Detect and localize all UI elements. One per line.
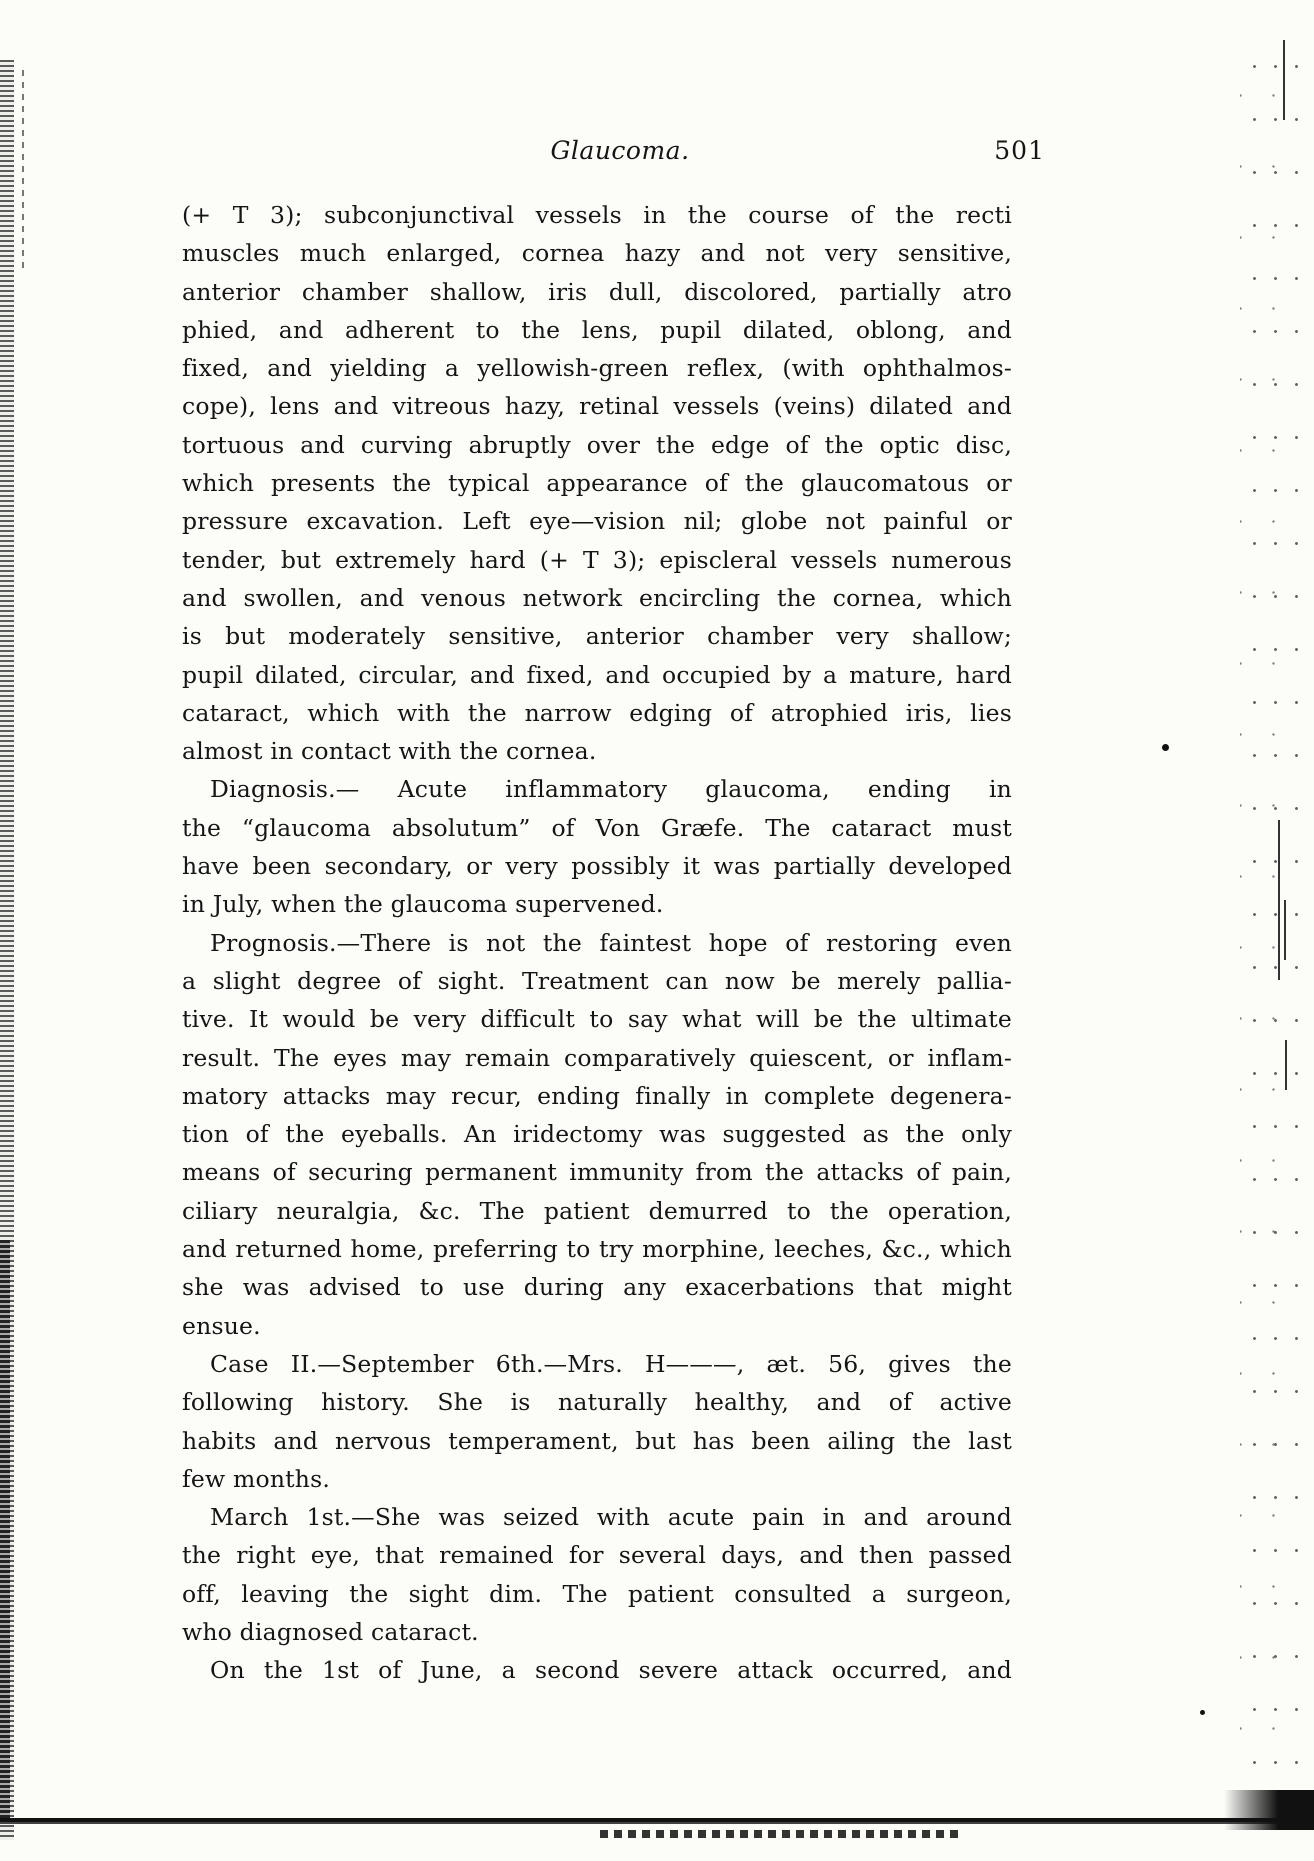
text-line: phied, and adherent to the lens, pupil dilated, oblong, and (182, 315, 1012, 344)
text-line: have been secondary, or very possibly it was partially developed (182, 852, 1012, 881)
running-head: Glaucoma. (550, 136, 690, 165)
text-line: result. The eyes may remain comparatively quiescent, or inflam- (182, 1043, 1012, 1072)
text-line: a slight degree of sight. Treatment can now be merely pallia- (182, 966, 1012, 995)
text-line: is but moderately sensitive, anterior chamber very shallow; (182, 622, 1012, 651)
text-line: she was advised to use during any exacerbations that might (182, 1273, 1012, 1302)
text-line: tortuous and curving abruptly over the edge of the optic disc, (182, 430, 1012, 459)
text-line: pupil dilated, circular, and fixed, and occupied by a mature, hard (182, 660, 1012, 689)
left-margin-mark (22, 70, 24, 270)
text-line: means of securing permanent immunity from the attacks of pain, (182, 1158, 1012, 1187)
text-line: anterior chamber shallow, iris dull, discolored, partially atro (182, 277, 1012, 306)
right-margin-mark (1284, 900, 1286, 960)
left-binding-shadow (0, 1240, 10, 1820)
text-line: habits and nervous temperament, but has been ailing the last (182, 1426, 1012, 1455)
case-paragraph-line: Case II.—September 6th.—Mrs. H———, æt. 56, gives the (210, 1349, 1012, 1378)
bottom-edge-rule (0, 1818, 1314, 1830)
text-line: tion of the eyeballs. An iridectomy was suggested as the only (182, 1120, 1012, 1149)
text-line: the “glaucoma absolutum” of Von Græfe. The cataract must (182, 813, 1012, 842)
text-line: the right eye, that remained for several days, and then passed (182, 1541, 1012, 1570)
stray-ink-dot (1162, 744, 1169, 751)
march-paragraph-line: March 1st.—She was seized with acute pain in and around (210, 1503, 1012, 1532)
text-line: in July, when the glaucoma supervened. (182, 890, 664, 919)
text-line: cataract, which with the narrow edging of atrophied iris, lies (182, 698, 1012, 727)
stray-ink-dot (1200, 1710, 1205, 1715)
text-line: few months. (182, 1464, 331, 1493)
body-text (182, 196, 1012, 1690)
text-line: who diagnosed cataract. (182, 1617, 479, 1646)
text-line: and swollen, and venous network encircling the cornea, which (182, 583, 1012, 612)
text-line: muscles much enlarged, cornea hazy and not very sensitive, (182, 239, 1012, 268)
bottom-edge-bleed (600, 1830, 960, 1838)
text-line: matory attacks may recur, ending finally in complete degenera- (182, 1081, 1012, 1110)
text-line: tive. It would be very difficult to say what will be the ultimate (182, 1005, 1012, 1034)
text-line: ensue. (182, 1311, 261, 1340)
right-margin-speckles (1240, 30, 1300, 1790)
text-line: off, leaving the sight dim. The patient consulted a surgeon, (182, 1579, 1012, 1608)
right-margin-mark (1278, 820, 1280, 980)
page-number: 501 (994, 136, 1045, 165)
text-line: fixed, and yielding a yellowish-green reflex, (with ophthalmos- (182, 354, 1012, 383)
text-line: ciliary neuralgia, &c. The patient demurred to the operation, (182, 1196, 1012, 1225)
june-paragraph-line: On the 1st of June, a second severe attack occurred, and (210, 1656, 1012, 1685)
corner-smudge (1224, 1790, 1314, 1830)
text-line: tender, but extremely hard (+ T 3); episcleral vessels numerous (182, 545, 1012, 574)
text-line: which presents the typical appearance of the glaucomatous or (182, 469, 1012, 498)
prognosis-paragraph-line: Prognosis.—There is not the faintest hope of restoring even (210, 928, 1012, 957)
text-line: following history. She is naturally healthy, and of active (182, 1388, 1012, 1417)
diagnosis-paragraph-line: Diagnosis.— Acute inflammatory glaucoma, ending in (210, 775, 1012, 804)
text-line: pressure excavation. Left eye—vision nil; globe not painful or (182, 507, 1012, 536)
page-header (195, 136, 1045, 176)
text-line: almost in contact with the cornea. (182, 737, 597, 766)
right-margin-mark (1283, 40, 1285, 120)
text-line: cope), lens and vitreous hazy, retinal vessels (veins) dilated and (182, 392, 1012, 421)
text-line: and returned home, preferring to try morphine, leeches, &c., which (182, 1235, 1012, 1264)
right-margin-mark (1285, 1040, 1287, 1090)
text-line: (+ T 3); subconjunctival vessels in the course of the recti (182, 201, 1012, 229)
